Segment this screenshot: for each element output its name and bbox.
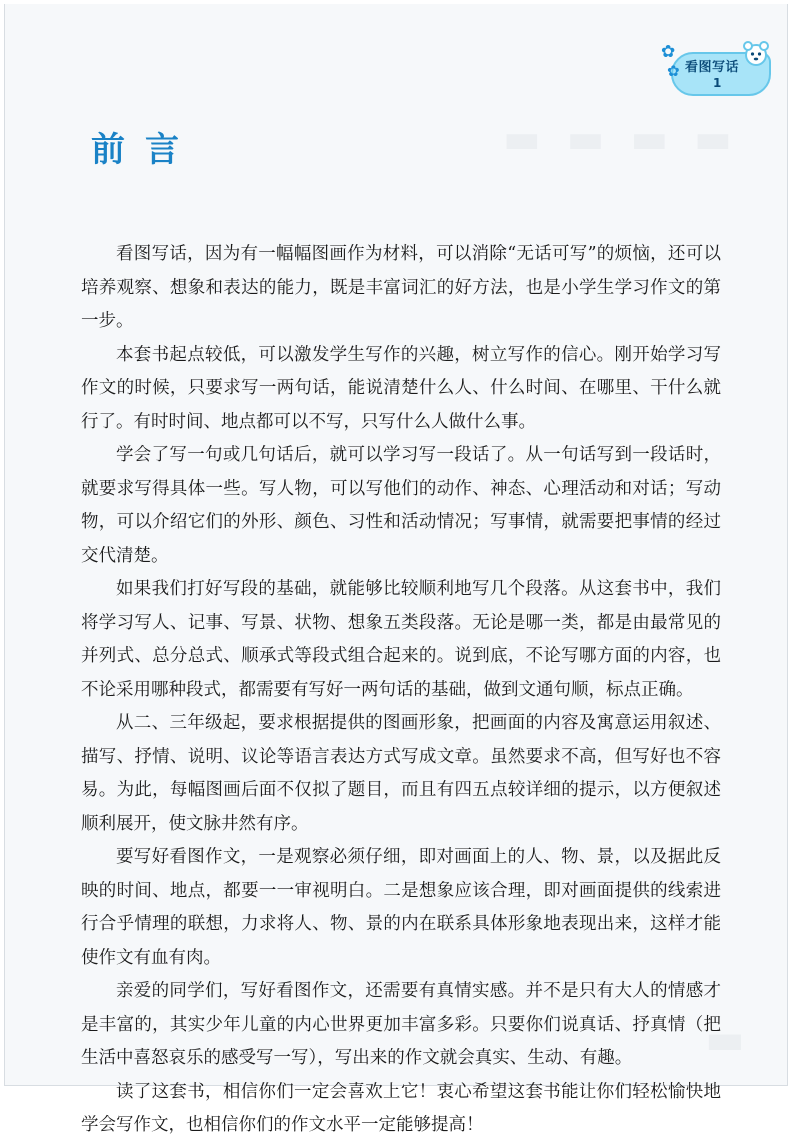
paragraph: 学会了写一句或几句话后，就可以学习写一段话了。从一句话写到一段话时，就要求写得具体一些。写人物，可以写他们的动作、神态、心理活动和对话；写动物，可以介绍它们的外形、颜色、习性和活动情况；写事情，就需要把事情的经过交代清楚。 bbox=[81, 445, 721, 566]
paragraph: 看图写话，因为有一幅幅图画作为材料，可以消除“无话可写”的烦恼，还可以培养观察、想象和表达的能力，既是丰富词汇的好方法，也是小学生学习作文的第一步。 bbox=[81, 244, 721, 331]
paragraph: 亲爱的同学们，写好看图作文，还需要有真情实感。并不是只有大人的情感才是丰富的，其实少年儿童的内心世界更加丰富多彩。只要你们说真话、抒真情（把生活中喜怒哀乐的感受写一写），写出来的作文就会真实、生动、有趣。 bbox=[81, 981, 721, 1068]
series-badge bbox=[659, 40, 771, 102]
preface-body bbox=[81, 238, 721, 1143]
flower-icon: ✿ bbox=[667, 62, 680, 80]
page-title: 前言 bbox=[91, 130, 199, 170]
paragraph: 读了这套书，相信你们一定会喜欢上它！衷心希望这套书能让你们轻松愉快地学会写作文，也相信你们的作文水平一定能够提高！ bbox=[81, 1081, 721, 1135]
flower-icon: ✿ bbox=[661, 42, 676, 62]
page-number: 1 bbox=[713, 76, 722, 90]
show-through-text: ▬ ▬ ▬ ▬ bbox=[503, 116, 738, 162]
paragraph: 本套书起点较低，可以激发学生写作的兴趣，树立写作的信心。刚开始学习写作文的时候，只要求写一两句话，能说清楚什么人、什么时间、在哪里、干什么就行了。有时时间、地点都可以不写，只写什么人做什么事。 bbox=[81, 344, 721, 432]
show-through-mark: ▬ bbox=[705, 1014, 745, 1063]
series-title: 看图写话 bbox=[685, 60, 740, 75]
paragraph: 要写好看图作文，一是观察必须仔细，即对画面上的人、物、景，以及据此反映的时间、地点，都要一一审视明白。二是想象应该合理，即对画面提供的线索进行合乎情理的联想，力求将人、物、景的内在联系具体形象地表现出来，这样才能使作文有血有肉。 bbox=[81, 847, 721, 968]
paragraph: 从二、三年级起，要求根据提供的图画形象，把画面的内容及寓意运用叙述、描写、抒情、说明、议论等语言表达方式写成文章。虽然要求不高，但写好也不容易。为此，每幅图画后面不仅拟了题目，而且有四五点较详细的提示，以方便叙述顺利展开，使文脉井然有序。 bbox=[81, 713, 721, 834]
bear-mascot-icon bbox=[741, 40, 771, 66]
paragraph: 如果我们打好写段的基础，就能够比较顺利地写几个段落。从这套书中，我们将学习写人、记事、写景、状物、想象五类段落。无论是哪一类，都是由最常见的并列式、总分总式、顺承式等段式组合起来的。说到底，不论写哪方面的内容，也不论采用哪种段式，都需要有写好一两句话的基础，做到文通句顺，标点正确。 bbox=[81, 579, 721, 700]
page bbox=[4, 4, 788, 1135]
